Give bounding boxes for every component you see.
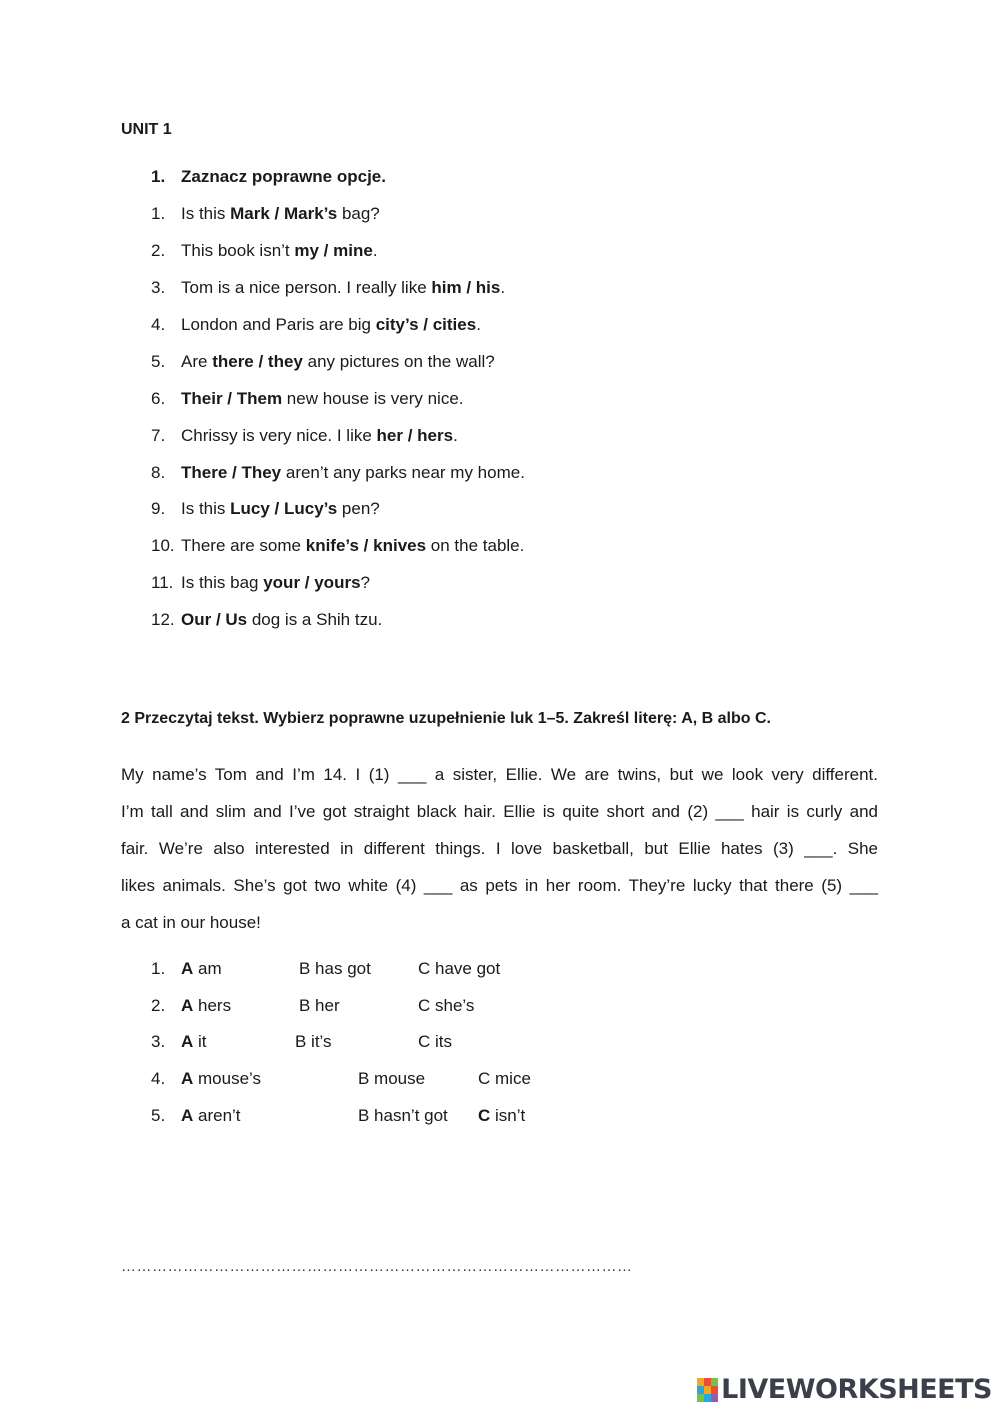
exercise1-number: 1. (151, 167, 166, 186)
item-number: 1. (151, 204, 166, 223)
liveworksheets-logo (697, 1374, 992, 1405)
option-text: am (193, 959, 222, 978)
liveworksheets-logo-icon (697, 1378, 719, 1402)
item-number: 12. (151, 610, 175, 629)
option-b[interactable]: B hasn’t got (358, 1106, 448, 1125)
item-text-before: Is this (181, 204, 231, 223)
item-number: 2. (151, 241, 166, 260)
exercise2-heading: 2 Przeczytaj tekst. Wybierz poprawne uzupełnienie luk 1–5. Zakreśl literę: A, B albo C. (121, 710, 771, 727)
option-c[interactable] (478, 1069, 531, 1089)
exercise1-item (151, 536, 524, 556)
item-number: 11. (151, 573, 174, 592)
option-letter: A (181, 996, 194, 1015)
item-choice[interactable]: Lucy / Lucy’s (230, 499, 338, 518)
exercise1-item (151, 352, 495, 372)
item-number: 6. (151, 389, 166, 408)
option-letter: A (181, 1106, 194, 1125)
text-line: fair. We’re also interested in different things. I love basketball, but Ellie hates (3) ___. She (121, 839, 878, 858)
option-number: 1. (151, 959, 166, 978)
option-a[interactable] (181, 1106, 241, 1126)
item-choice[interactable]: my / mine (294, 241, 373, 260)
exercise1-item (151, 278, 505, 298)
unit-title: UNIT 1 (121, 121, 172, 138)
text-line: a cat in our house! (121, 913, 261, 932)
option-b[interactable]: B has got (299, 959, 371, 978)
option-text: isn’t (490, 1106, 526, 1125)
item-text-before: London and Paris are big (181, 315, 376, 334)
option-b[interactable]: B it’s (295, 1032, 332, 1051)
text-line: My name’s Tom and I’m 14. I (1) ___ a sister, Ellie. We are twins, but we look very different. (121, 765, 878, 784)
option-c[interactable] (418, 996, 474, 1016)
item-choice[interactable]: Their / Them (181, 389, 283, 408)
option-b[interactable]: B mouse (358, 1069, 426, 1088)
item-choice[interactable]: her / hers (376, 426, 454, 445)
option-a[interactable] (181, 996, 231, 1016)
item-text-after: . (372, 241, 378, 260)
item-text-before: Is this (181, 499, 231, 518)
option-letter: A (181, 1032, 194, 1051)
item-text-before: This book isn’t (181, 241, 295, 260)
item-text-before: Tom is a nice person. I really like (181, 278, 432, 297)
item-text-after: aren’t any parks near my home. (281, 463, 525, 482)
item-text-after: . (453, 426, 458, 445)
logo-text: LIVEWORKSHEETS (721, 1374, 992, 1405)
option-number: 3. (151, 1032, 166, 1051)
option-letter: A (181, 1069, 194, 1088)
option-c[interactable] (418, 959, 500, 979)
item-choice[interactable]: knife’s / knives (305, 536, 427, 555)
option-text: C have got (418, 959, 501, 978)
answer-line: ……………………………………………………………………………………… (121, 1258, 633, 1275)
item-text-after: pen? (337, 499, 380, 518)
item-choice[interactable]: there / they (212, 352, 303, 371)
item-number: 4. (151, 315, 166, 334)
item-text-after: . (500, 278, 506, 297)
exercise1-item (151, 573, 370, 593)
item-number: 7. (151, 426, 166, 445)
option-text: hers (193, 996, 232, 1015)
item-text-after: dog is a Shih tzu. (247, 610, 383, 629)
option-text: C she’s (418, 996, 475, 1015)
item-number: 3. (151, 278, 166, 297)
item-number: 9. (151, 499, 166, 518)
item-choice[interactable]: Mark / Mark’s (230, 204, 338, 223)
option-a[interactable] (181, 1069, 261, 1089)
item-text-after: . (476, 315, 481, 334)
option-b[interactable]: B her (299, 996, 340, 1015)
option-a[interactable] (181, 959, 222, 979)
item-choice[interactable]: him / his (431, 278, 501, 297)
exercise1-item (151, 463, 525, 483)
item-number: 5. (151, 352, 166, 371)
item-choice[interactable]: There / They (181, 463, 282, 482)
option-a[interactable] (181, 1032, 207, 1052)
option-text: C mice (478, 1069, 531, 1088)
item-text-after: new house is very nice. (282, 389, 464, 408)
option-text: C its (418, 1032, 452, 1051)
exercise1-item (151, 204, 380, 224)
item-choice[interactable]: Our / Us (181, 610, 248, 629)
item-number: 10. (151, 536, 175, 555)
item-text-before: Are (181, 352, 213, 371)
item-text-after: ? (360, 573, 370, 592)
item-text-before: There are some (181, 536, 306, 555)
exercise1-item (151, 241, 378, 261)
option-number: 4. (151, 1069, 166, 1088)
exercise1-item (151, 499, 380, 519)
exercise1-item (151, 610, 382, 630)
reading-text (121, 756, 878, 941)
exercise1-item (151, 389, 464, 409)
text-line: I’m tall and slim and I’ve got straight black hair. Ellie is quite short and (2) ___ hair is curly and (121, 802, 878, 821)
item-text-after: bag? (337, 204, 380, 223)
exercise1-item (151, 426, 458, 446)
exercise1-item (151, 315, 481, 335)
item-choice[interactable]: city’s / cities (375, 315, 477, 334)
item-text-after: any pictures on the wall? (302, 352, 495, 371)
option-c[interactable] (418, 1032, 452, 1052)
item-text-before: Chrissy is very nice. I like (181, 426, 377, 445)
option-text: aren’t (193, 1106, 241, 1125)
option-number: 5. (151, 1106, 166, 1125)
item-number: 8. (151, 463, 166, 482)
item-text-before: Is this bag (181, 573, 264, 592)
option-c[interactable] (478, 1106, 525, 1126)
exercise1-heading (151, 167, 386, 187)
option-number: 2. (151, 996, 166, 1015)
option-letter: C (478, 1106, 491, 1125)
item-text-after: on the table. (426, 536, 525, 555)
exercise1-title: Zaznacz poprawne opcje. (181, 167, 386, 186)
item-choice[interactable]: your / yours (263, 573, 361, 592)
text-line: likes animals. She’s got two white (4) ___ as pets in her room. They’re lucky that there (5) ___ (121, 876, 878, 895)
option-letter: A (181, 959, 194, 978)
option-text: mouse’s (193, 1069, 261, 1088)
option-text: it (193, 1032, 207, 1051)
